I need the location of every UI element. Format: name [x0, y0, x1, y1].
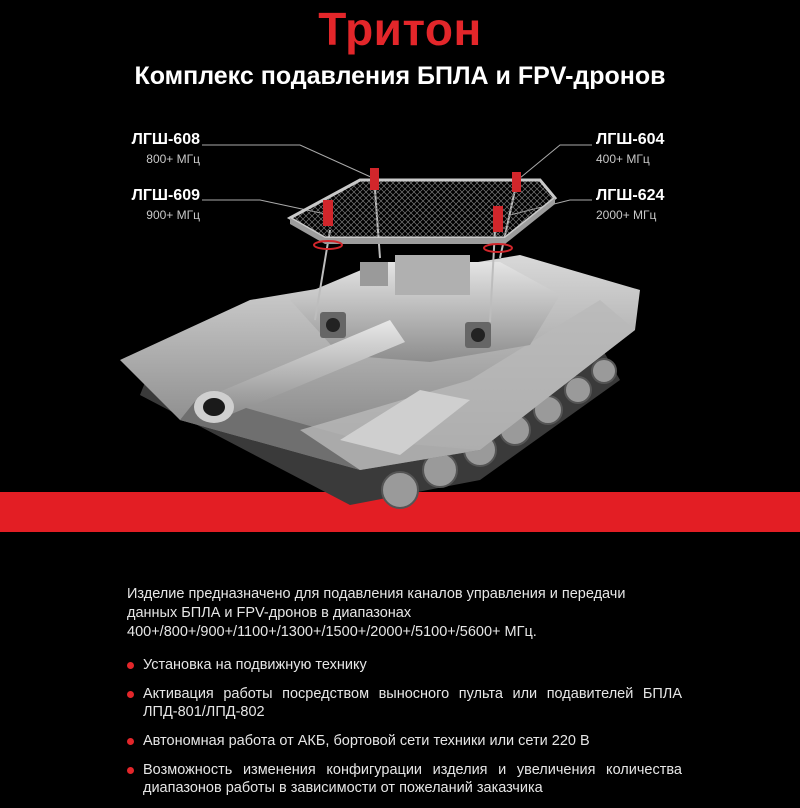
bullet-dot-icon [127, 662, 134, 669]
page-title: Тритон [318, 3, 482, 55]
module-frequency: 400+ МГц [596, 152, 650, 166]
module-name: ЛГШ-624 [596, 187, 665, 204]
module-lgsh-609 [80, 186, 200, 224]
feature-item [127, 732, 682, 750]
module-frequency: 800+ МГц [146, 152, 200, 166]
module-name: ЛГШ-609 [131, 187, 200, 204]
module-frequency: 900+ МГц [146, 208, 200, 222]
module-lgsh-608 [80, 130, 200, 168]
bullet-dot-icon [127, 691, 134, 698]
feature-text: Возможность изменения конфигурации изделия и увеличения количества диапазонов работы в зависимости от пожеланий заказчика [143, 762, 682, 796]
module-name: ЛГШ-604 [596, 131, 665, 148]
module-lgsh-604 [596, 130, 716, 168]
module-name: ЛГШ-608 [131, 131, 200, 148]
feature-item [127, 656, 682, 674]
feature-item [127, 685, 682, 721]
bullet-dot-icon [127, 738, 134, 745]
module-lgsh-624 [596, 186, 716, 224]
feature-text: Автономная работа от АКБ, бортовой сети техники или сети 220 В [143, 733, 590, 749]
feature-list [127, 656, 682, 808]
feature-text: Активация работы посредством выносного пульта или подавителей БПЛА ЛПД-801/ЛПД-802 [143, 686, 682, 720]
bullet-dot-icon [127, 767, 134, 774]
feature-item [127, 761, 682, 797]
page-subtitle: Комплекс подавления БПЛА и FPV-дронов [134, 62, 666, 90]
module-frequency: 2000+ МГц [596, 208, 657, 222]
feature-text: Установка на подвижную технику [143, 657, 367, 673]
product-description: Изделие предназначено для подавления каналов управления и передачи данных БПЛА и FPV-дронов в диапазонах 400+/800+/900+/1100+/1300+/1500+/2000+/5100+/5600+ МГц. [127, 586, 626, 640]
